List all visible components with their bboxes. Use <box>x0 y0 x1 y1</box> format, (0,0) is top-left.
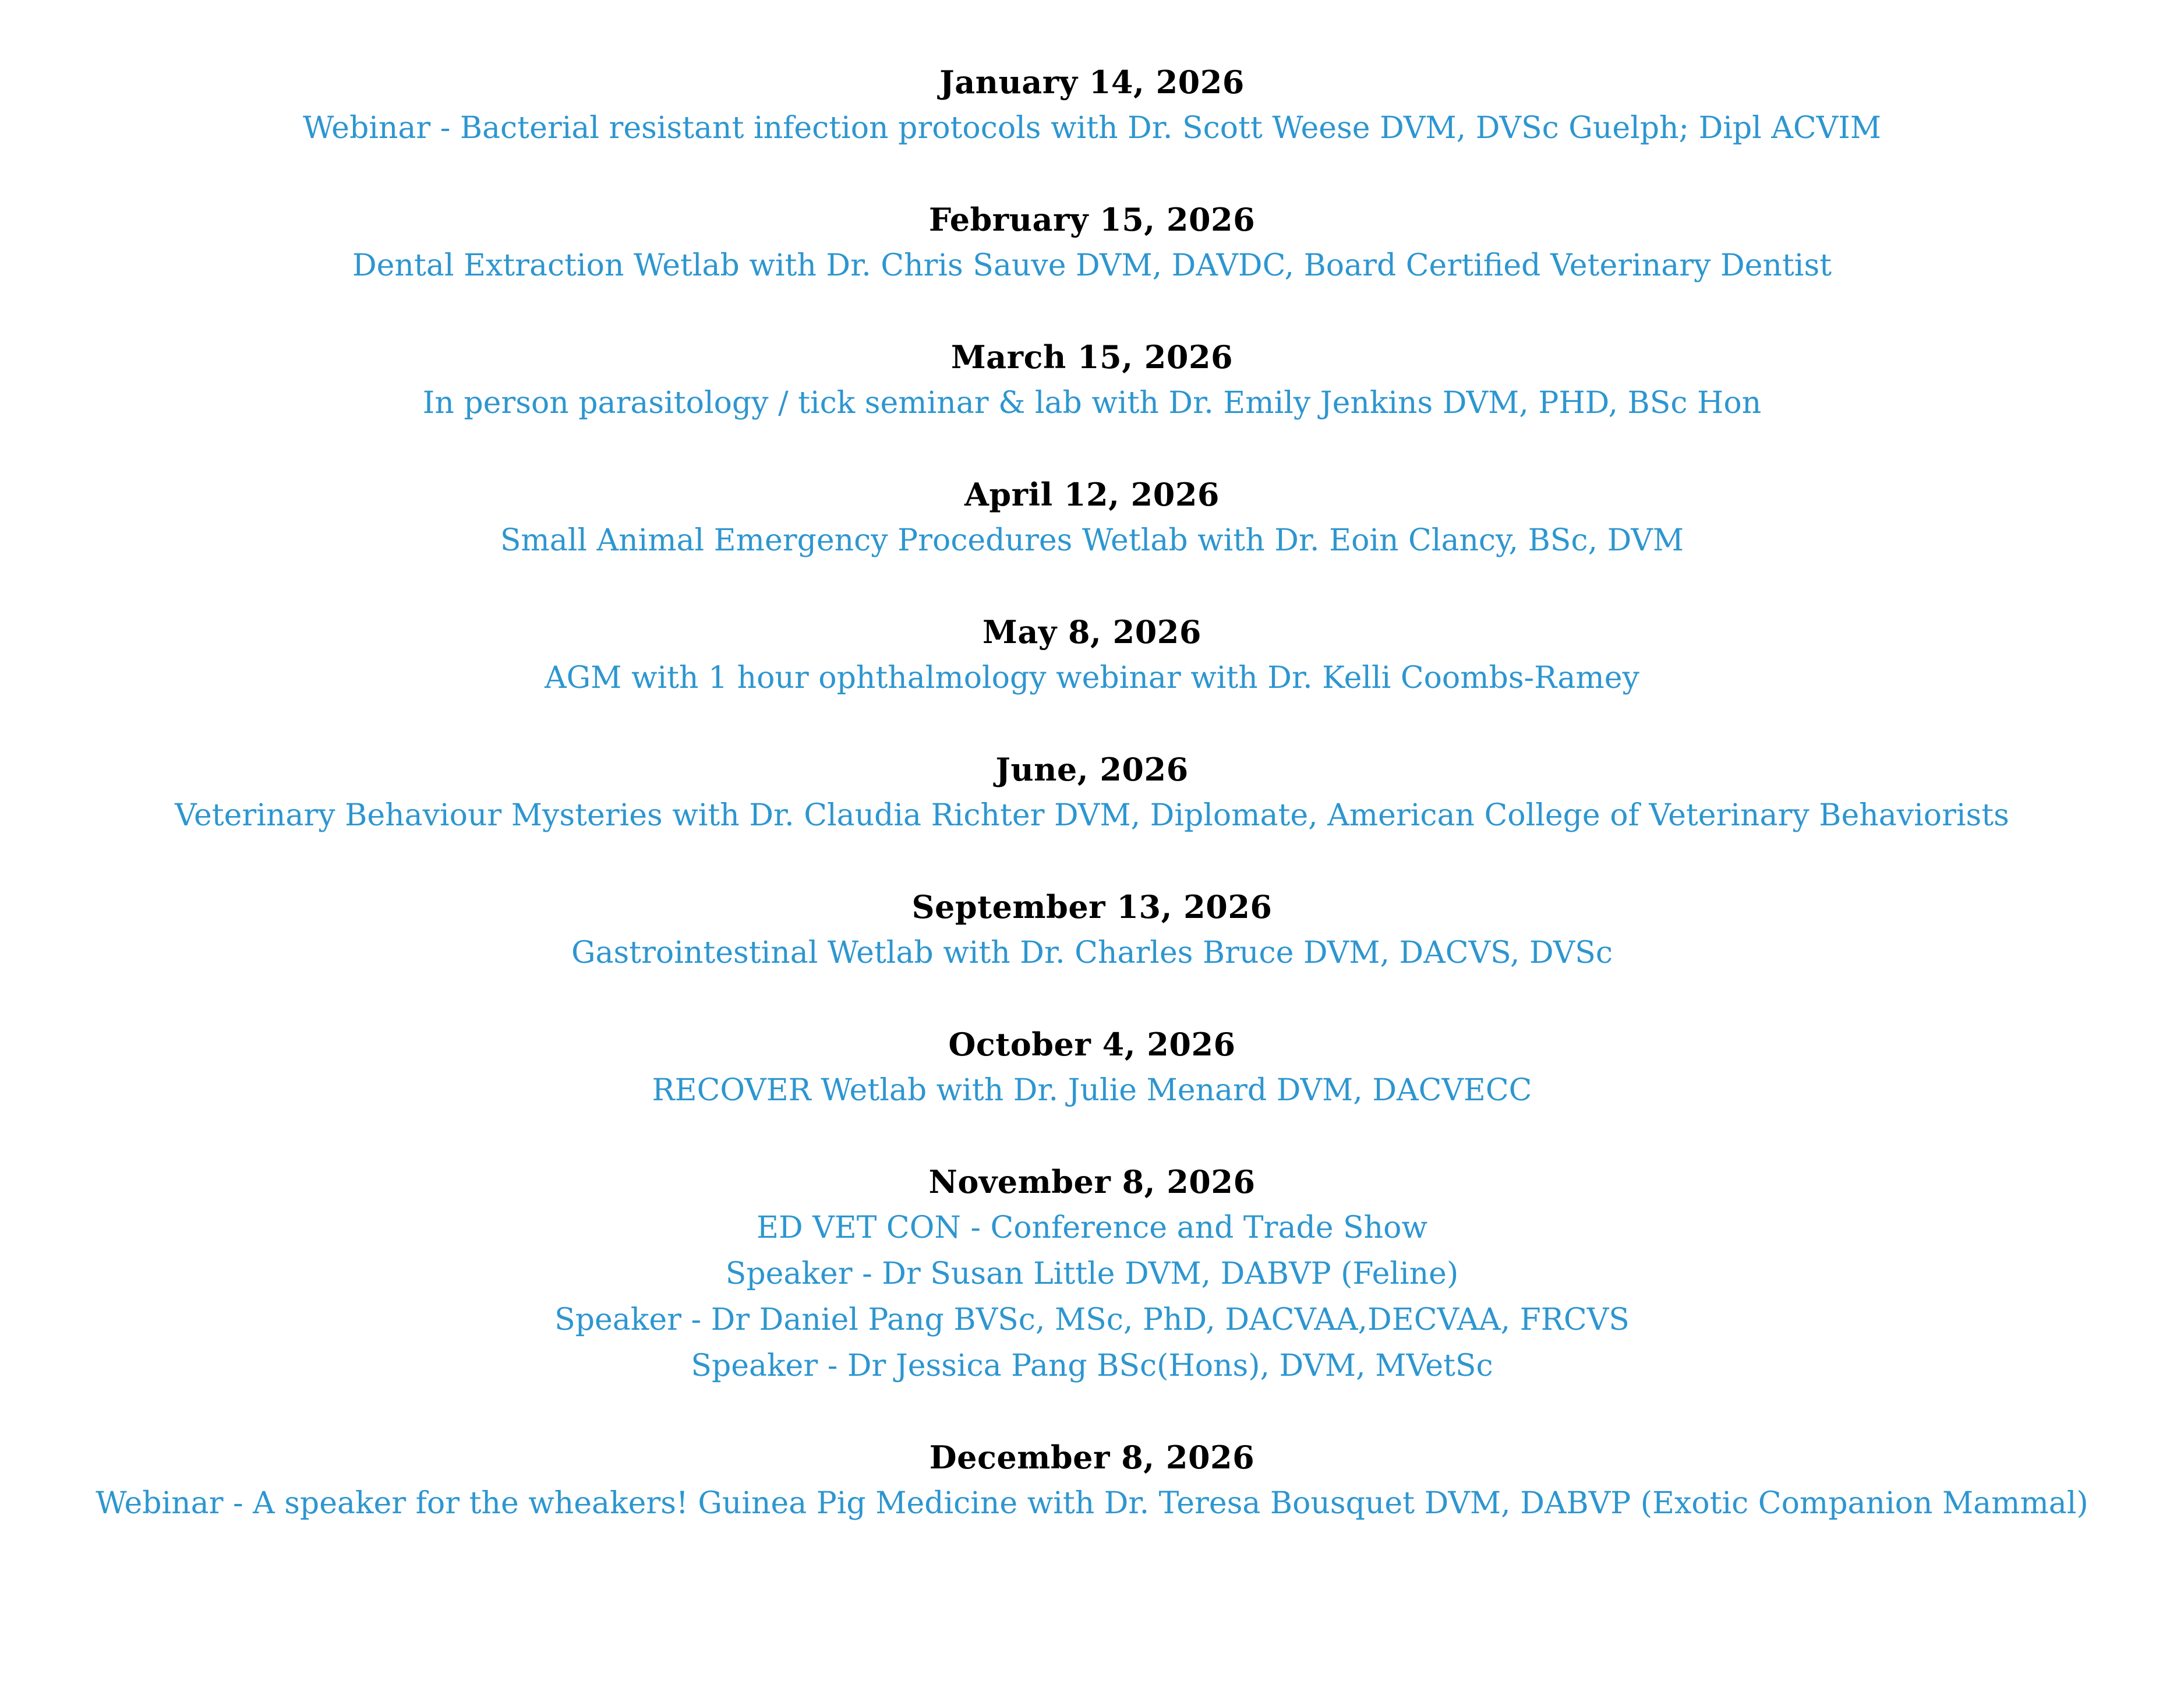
event-date-heading: March 15, 2026 <box>950 338 1234 376</box>
event-date-heading: April 12, 2026 <box>964 476 1220 513</box>
event-section <box>0 197 2184 289</box>
event-date-heading: February 15, 2026 <box>928 201 1256 238</box>
event-section <box>0 1159 2184 1389</box>
event-link[interactable]: AGM with 1 hour ophthalmology webinar with Dr. Kelli Coombs-Ramey <box>545 661 1639 695</box>
event-section <box>0 609 2184 701</box>
event-section <box>0 1022 2184 1114</box>
event-section <box>0 1435 2184 1527</box>
event-link[interactable]: Webinar - A speaker for the wheakers! Guinea Pig Medicine with Dr. Teresa Bousquet DVM, DABVP (Exotic Companion Mammal) <box>96 1486 2088 1521</box>
event-date-heading: January 14, 2026 <box>939 63 1245 101</box>
event-date-heading: November 8, 2026 <box>928 1163 1256 1200</box>
event-section <box>0 747 2184 839</box>
event-link[interactable]: Speaker - Dr Susan Little DVM, DABVP (Feline) <box>725 1256 1459 1291</box>
event-link[interactable]: Gastrointestinal Wetlab with Dr. Charles Bruce DVM, DACVS, DVSc <box>571 935 1613 970</box>
event-section <box>0 884 2184 976</box>
event-date-heading: May 8, 2026 <box>983 613 1201 651</box>
event-date-heading: December 8, 2026 <box>929 1439 1255 1476</box>
event-link[interactable]: Dental Extraction Wetlab with Dr. Chris Sauve DVM, DAVDC, Board Certified Veterinary Dentist <box>352 248 1832 283</box>
event-link[interactable]: RECOVER Wetlab with Dr. Julie Menard DVM, DACVECC <box>652 1073 1532 1108</box>
event-section <box>0 334 2184 426</box>
event-date-heading: September 13, 2026 <box>911 888 1273 926</box>
event-link[interactable]: ED VET CON - Conference and Trade Show <box>757 1210 1427 1245</box>
event-section <box>0 59 2184 151</box>
event-link[interactable]: Webinar - Bacterial resistant infection protocols with Dr. Scott Weese DVM, DVSc Guelph; Dipl ACVIM <box>302 111 1882 146</box>
event-link[interactable]: Speaker - Dr Jessica Pang BSc(Hons), DVM, MVetSc <box>691 1348 1493 1383</box>
event-link[interactable]: In person parasitology / tick seminar & lab with Dr. Emily Jenkins DVM, PHD, BSc Hon <box>422 386 1762 421</box>
event-date-heading: June, 2026 <box>995 751 1189 788</box>
event-link[interactable]: Veterinary Behaviour Mysteries with Dr. Claudia Richter DVM, Diplomate, American College of Veterinary Behaviorists <box>175 798 2009 833</box>
event-link[interactable]: Speaker - Dr Daniel Pang BVSc, MSc, PhD, DACVAA,DECVAA, FRCVS <box>554 1302 1630 1337</box>
event-section <box>0 472 2184 564</box>
event-link[interactable]: Small Animal Emergency Procedures Wetlab with Dr. Eoin Clancy, BSc, DVM <box>500 523 1684 558</box>
event-date-heading: October 4, 2026 <box>948 1026 1236 1063</box>
